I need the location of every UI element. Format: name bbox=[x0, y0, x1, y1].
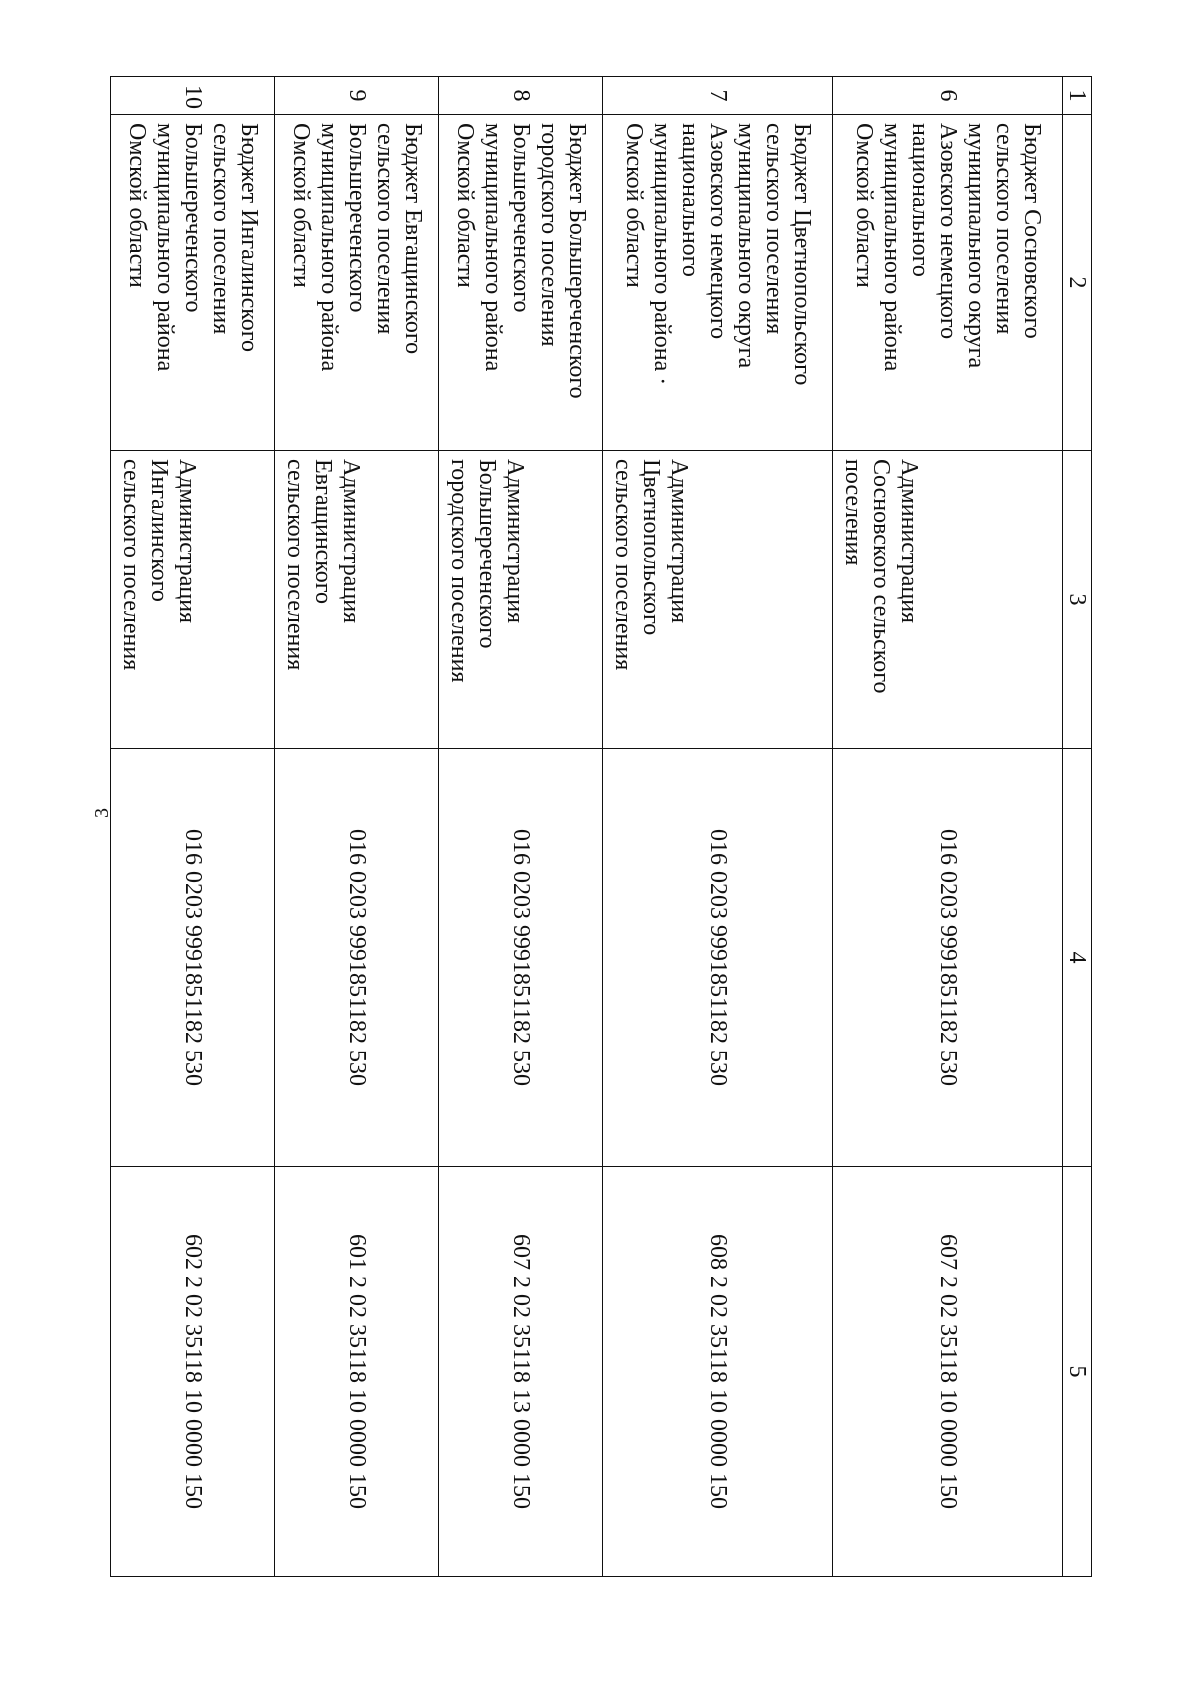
budget-name-line: муниципального района bbox=[479, 123, 506, 372]
expense-code-cell: 016 0203 9991851182 530 bbox=[111, 749, 275, 1167]
rotated-table-container bbox=[110, 76, 1092, 1576]
budget-name-line: сельского поселения bbox=[207, 123, 234, 335]
administrator-line: сельского поселения bbox=[118, 459, 144, 671]
budget-name-line: муниципального района · bbox=[648, 123, 675, 386]
administrator-cell bbox=[833, 451, 1063, 749]
administrator-line: Администрация bbox=[666, 459, 693, 624]
header-col-2: 2 bbox=[1063, 115, 1092, 451]
budget-name-line: Омской области bbox=[287, 123, 314, 288]
budget-name-line: муниципального района bbox=[878, 123, 905, 372]
row-number: 7 bbox=[603, 77, 833, 115]
budget-name-cell bbox=[275, 115, 439, 451]
expense-code-cell: 016 0203 9991851182 530 bbox=[603, 749, 833, 1167]
table-row bbox=[275, 77, 439, 1577]
budget-name-cell bbox=[603, 115, 833, 451]
budget-name-line: Большереченского bbox=[343, 123, 370, 313]
budget-name-line: муниципального округа bbox=[732, 123, 759, 369]
budget-name-cell bbox=[833, 115, 1063, 451]
budget-name-line: сельского поселения bbox=[990, 123, 1017, 335]
administrator-line: сельского поселения bbox=[282, 459, 309, 671]
revenue-code-cell: 601 2 02 35118 10 0000 150 bbox=[275, 1167, 439, 1577]
budget-name-line: муниципального округа bbox=[962, 123, 989, 369]
budget-name-line: Омской области bbox=[451, 123, 478, 288]
budget-name-line: сельского поселения bbox=[371, 123, 398, 335]
header-row bbox=[1063, 77, 1092, 1577]
budget-name-line: национального bbox=[676, 123, 703, 277]
budget-name-line: национального bbox=[906, 123, 933, 277]
budget-name-line: Омской области bbox=[850, 123, 877, 288]
budget-name-line: муниципального района bbox=[151, 123, 178, 372]
budget-name-line: городского поселения bbox=[535, 123, 562, 347]
administrator-line: Цветнопольского bbox=[638, 459, 665, 636]
budget-name-line: Большереченского bbox=[507, 123, 534, 313]
budget-name-line: Бюджет Сосновского bbox=[1018, 123, 1045, 339]
revenue-code-cell: 602 2 02 35118 10 0000 150 bbox=[111, 1167, 275, 1577]
row-number: 6 bbox=[833, 77, 1063, 115]
budget-name-line: Омской области bbox=[123, 123, 150, 288]
administrator-line: Администрация bbox=[896, 459, 923, 624]
revenue-code-cell: 608 2 02 35118 10 0000 150 bbox=[603, 1167, 833, 1577]
table-row bbox=[111, 77, 275, 1577]
administrator-line: поселения bbox=[840, 459, 867, 566]
budget-name-line: Большереченского bbox=[179, 123, 206, 313]
budget-name-cell bbox=[439, 115, 603, 451]
administrator-line: городского поселения bbox=[446, 459, 473, 683]
budget-name-line: Азовского немецкого bbox=[704, 123, 731, 340]
revenue-code-cell: 607 2 02 35118 13 0000 150 bbox=[439, 1167, 603, 1577]
expense-code-cell: 016 0203 9991851182 530 bbox=[275, 749, 439, 1167]
administrator-cell bbox=[111, 451, 275, 749]
header-col-3: 3 bbox=[1063, 451, 1092, 749]
page-number: 3 bbox=[91, 808, 113, 818]
budget-name-line: Бюджет Ингалинского bbox=[235, 123, 262, 352]
administrator-line: Администрация bbox=[174, 459, 200, 624]
administrator-line: Ингалинского bbox=[146, 459, 172, 602]
administrator-line: Евгащинского bbox=[310, 459, 337, 604]
administrator-line: Администрация bbox=[338, 459, 365, 624]
budget-name-line: Омской области bbox=[620, 123, 647, 288]
budget-name-line: Бюджет Цветнопольского bbox=[788, 123, 815, 386]
expense-code-cell: 016 0203 9991851182 530 bbox=[833, 749, 1063, 1167]
administrator-line: Большереченского bbox=[474, 459, 501, 649]
table-row bbox=[439, 77, 603, 1577]
header-col-1: 1 bbox=[1063, 77, 1092, 115]
budget-name-line: сельского поселения bbox=[760, 123, 787, 335]
expense-code-cell: 016 0203 9991851182 530 bbox=[439, 749, 603, 1167]
budget-name-line: Бюджет Большереченского bbox=[563, 123, 590, 399]
budget-name-cell bbox=[111, 115, 275, 451]
header-col-5: 5 bbox=[1063, 1167, 1092, 1577]
revenue-code-cell: 607 2 02 35118 10 0000 150 bbox=[833, 1167, 1063, 1577]
budget-name-line: муниципального района bbox=[315, 123, 342, 372]
row-number: 10 bbox=[111, 77, 275, 115]
administrator-line: Сосновского сельского bbox=[868, 459, 895, 694]
administrator-line: сельского поселения bbox=[610, 459, 637, 671]
administrator-cell bbox=[603, 451, 833, 749]
budget-name-line: Бюджет Евгащинского bbox=[399, 123, 426, 355]
budget-name-line: Азовского немецкого bbox=[934, 123, 961, 340]
table-row bbox=[833, 77, 1063, 1577]
row-number: 9 bbox=[275, 77, 439, 115]
budget-table bbox=[110, 76, 1092, 1577]
header-col-4: 4 bbox=[1063, 749, 1092, 1167]
administrator-cell bbox=[275, 451, 439, 749]
administrator-line: Администрация bbox=[502, 459, 529, 624]
administrator-cell bbox=[439, 451, 603, 749]
table-row bbox=[603, 77, 833, 1577]
row-number: 8 bbox=[439, 77, 603, 115]
